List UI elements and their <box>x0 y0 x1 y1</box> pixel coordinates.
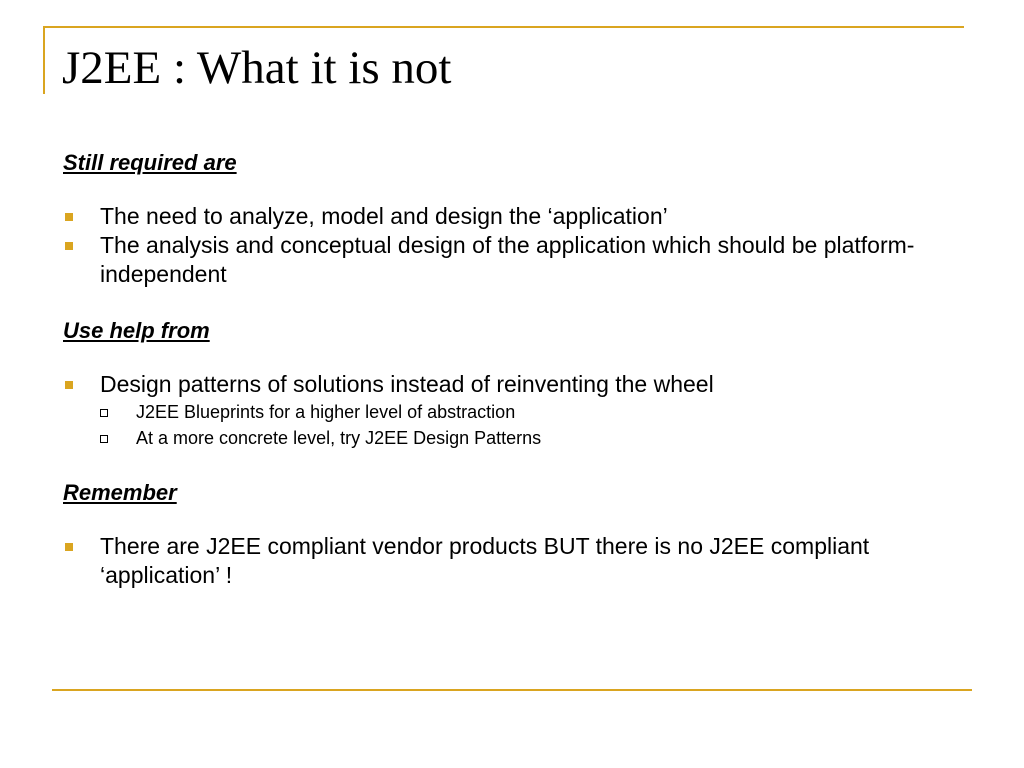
bullet-item <box>63 231 963 289</box>
bullet-list-still-required <box>63 202 963 289</box>
hollow-square-bullet-icon <box>100 435 108 443</box>
bullet-list-use-help-from <box>63 370 963 451</box>
frame-top-line <box>43 26 964 28</box>
square-bullet-icon <box>65 543 73 551</box>
section-heading-remember: Remember <box>63 480 177 505</box>
square-bullet-icon <box>65 213 73 221</box>
bullet-item <box>63 202 963 231</box>
section-heading-still-required: Still required are <box>63 150 237 175</box>
bullet-text: The analysis and conceptual design of the application which should be platform-independent <box>100 232 915 287</box>
frame-bottom-line <box>52 689 972 691</box>
slide-body <box>63 146 963 590</box>
bullet-text: The need to analyze, model and design the ‘application’ <box>100 203 668 229</box>
sub-bullet-text: J2EE Blueprints for a higher level of abstraction <box>136 402 516 422</box>
bullet-item <box>63 532 963 590</box>
sub-bullet-list <box>100 399 963 451</box>
square-bullet-icon <box>65 242 73 250</box>
sub-bullet-item <box>100 425 963 451</box>
slide-title: J2EE : What it is not <box>62 42 452 94</box>
bullet-text: Design patterns of solutions instead of reinventing the wheel <box>100 371 714 397</box>
bullet-list-remember <box>63 532 963 590</box>
square-bullet-icon <box>65 381 73 389</box>
sub-bullet-item <box>100 399 963 425</box>
sub-bullet-text: At a more concrete level, try J2EE Design Patterns <box>136 428 542 448</box>
bullet-text: There are J2EE compliant vendor products BUT there is no J2EE compliant ‘application’ ! <box>100 533 870 588</box>
bullet-item <box>63 370 963 451</box>
hollow-square-bullet-icon <box>100 409 108 417</box>
section-heading-use-help-from: Use help from <box>63 318 210 343</box>
frame-left-line <box>43 26 45 94</box>
